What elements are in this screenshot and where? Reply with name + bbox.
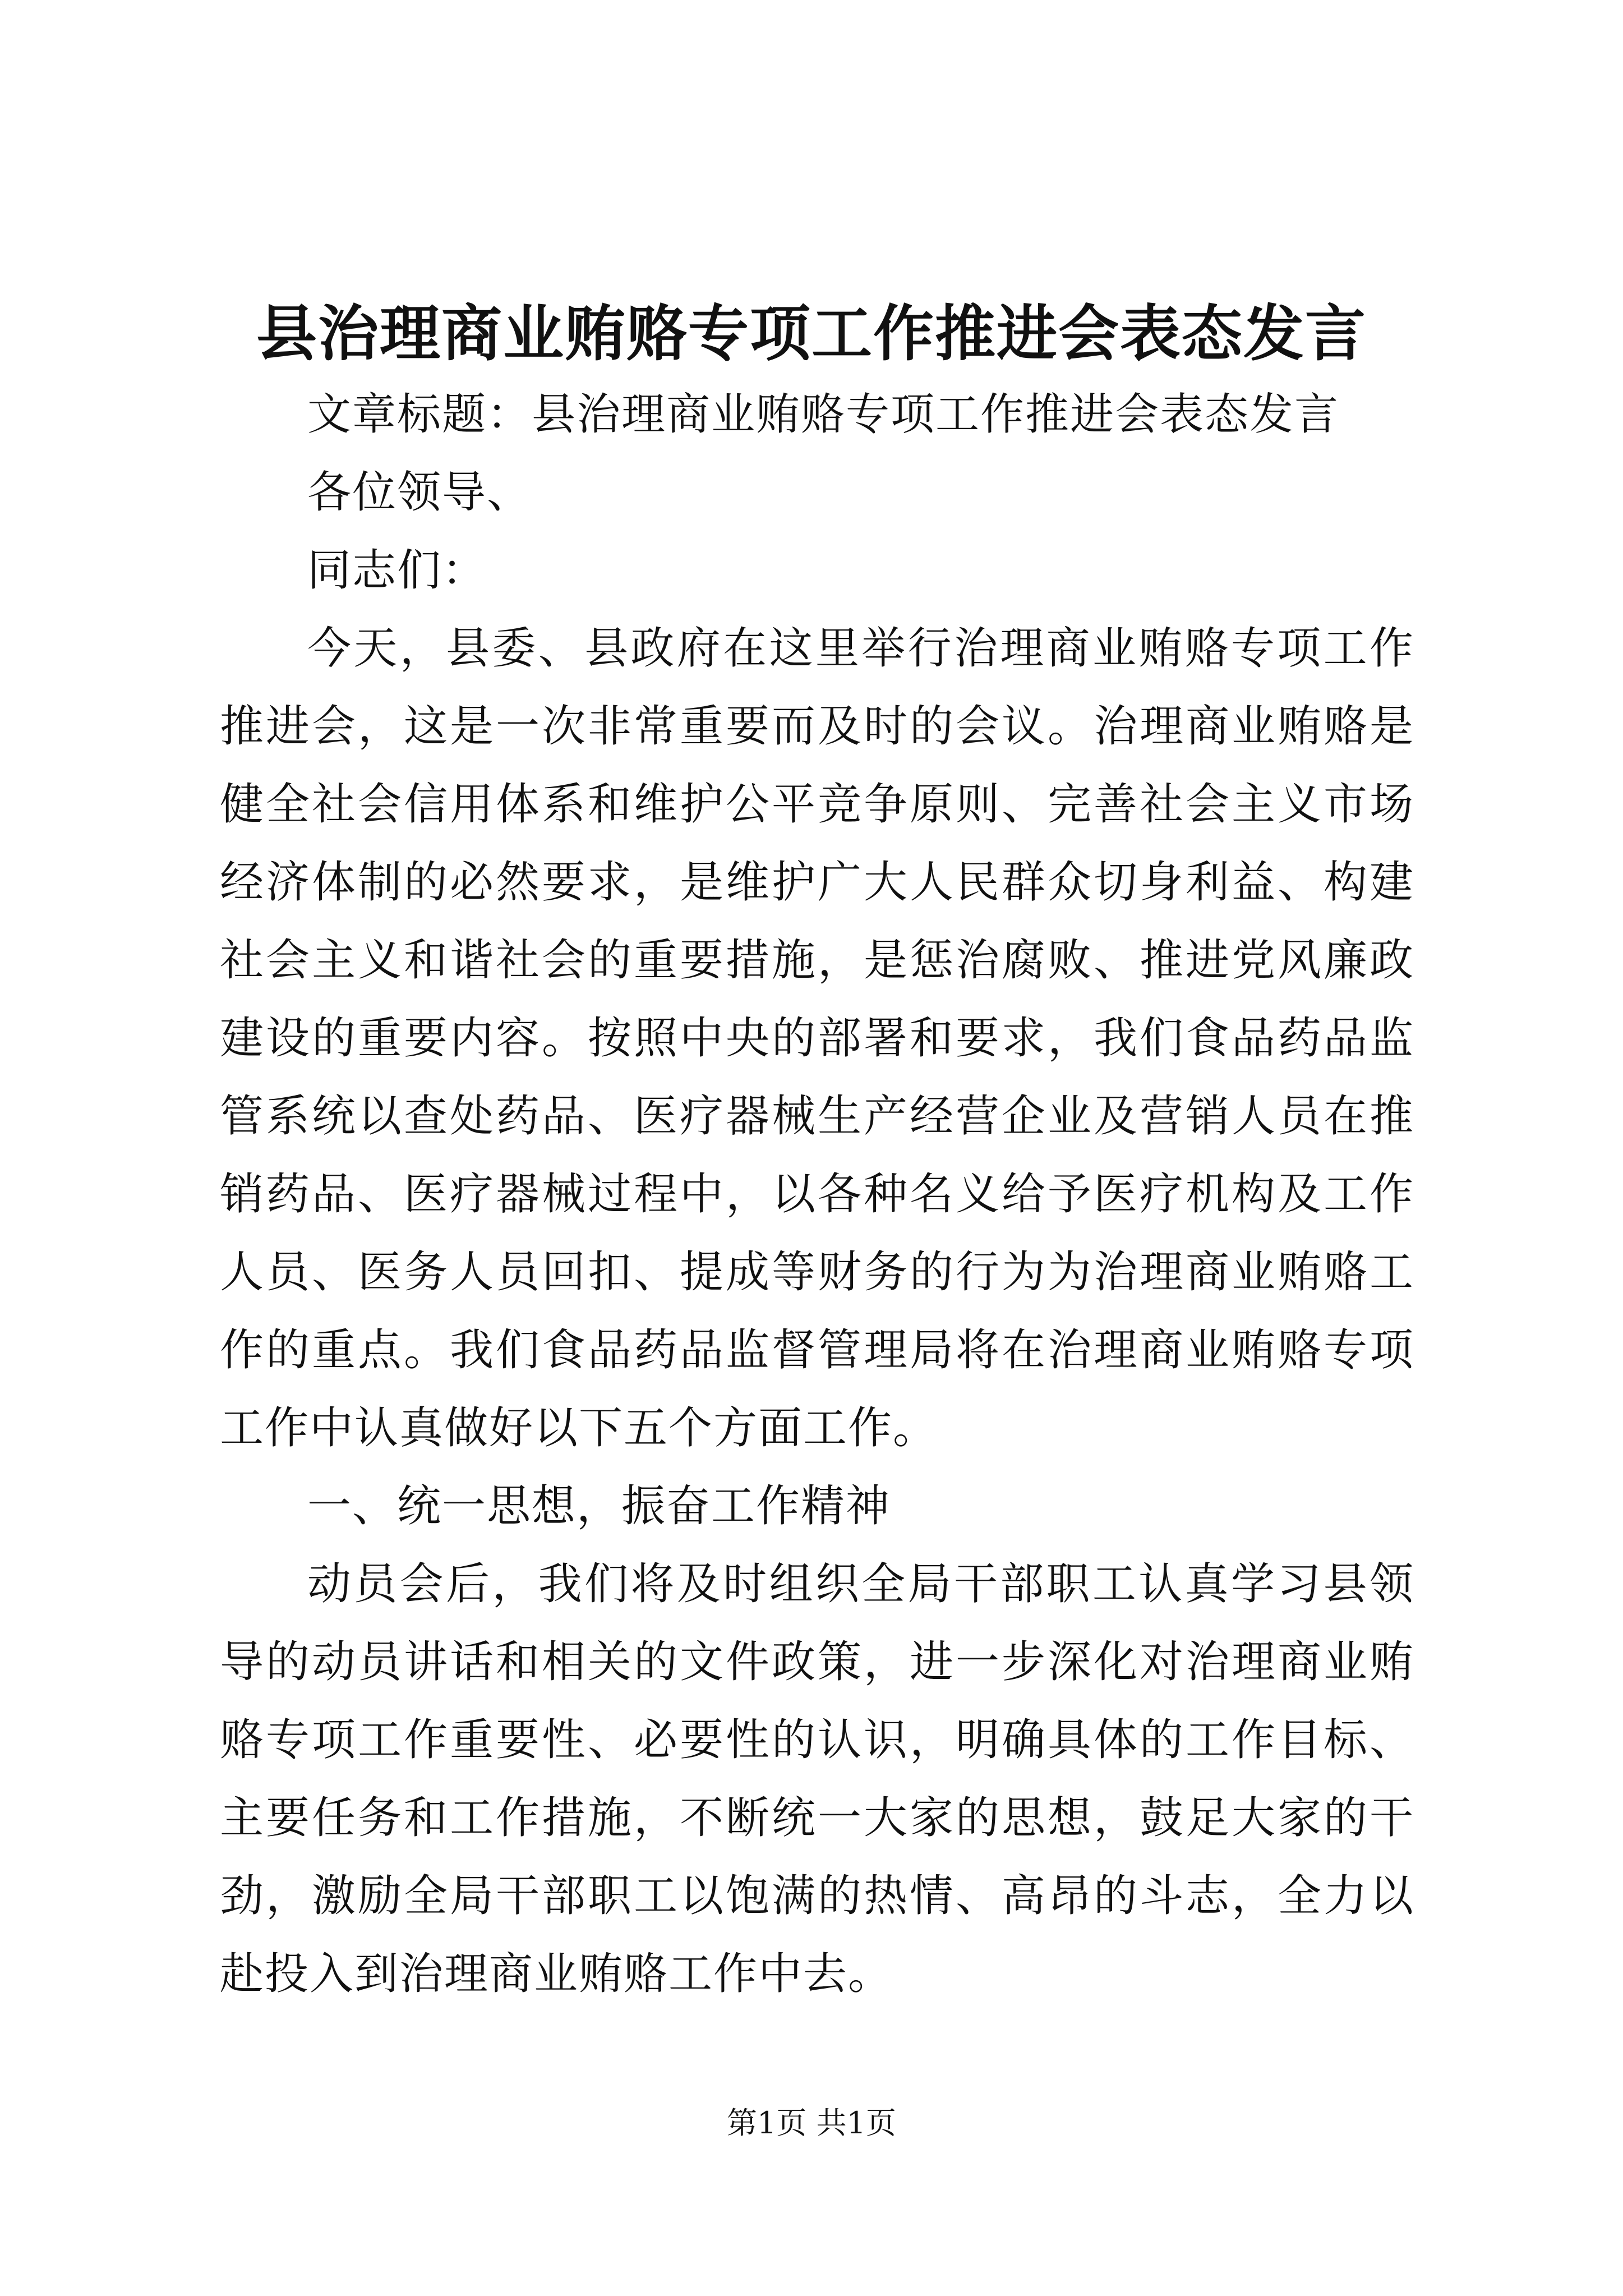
section-heading: 一、统一思想，振奋工作精神 — [307, 1481, 891, 1531]
document-title: 县治理商业贿赂专项工作推进会表态发言 — [256, 298, 1367, 369]
body-paragraph: 动员会后，我们将及时组织全局干部职工认真学习县领导的动员讲话和相关的文件政策，进一步深化对治理商业贿赂专项工作重要性、必要性的认识，明确具体的工作目标、主要任务和工作措施，不断统一大家的思想，鼓足大家的干劲，激励全局干部职工以饱满的热情、高昂的斗志，全力以赴投入到治理商业贿赂工作中去。 — [220, 1559, 1414, 1999]
salutation-leaders: 各位领导、 — [307, 467, 532, 518]
salutation-comrades: 同志们： — [307, 545, 487, 596]
page-footer: 第1页 共1页 — [727, 2105, 896, 2141]
document-body — [220, 376, 1414, 2013]
body-paragraph: 今天，县委、县政府在这里举行治理商业贿赂专项工作推进会，这是一次非常重要而及时的会议。治理商业贿赂是健全社会信用体系和维护公平竞争原则、完善社会主义市场经济体制的必然要求，是维护广大人民群众切身利益、构建社会主义和谐社会的重要措施，是惩治腐败、推进党风廉政建设的重要内容。按照中央的部署和要求，我们食品药品监管系统以查处药品、医疗器械生产经营企业及营销人员在推销药品、医疗器械过程中，以各种名义给予医疗机构及工作人员、医务人员回扣、提成等财务的行为为治理商业贿赂工作的重点。我们食品药品监督管理局将在治理商业贿赂专项工作中认真做好以下五个方面工作。 — [220, 623, 1414, 1453]
article-title-line: 文章标题：县治理商业贿赂专项工作推进会表态发言 — [307, 389, 1340, 440]
